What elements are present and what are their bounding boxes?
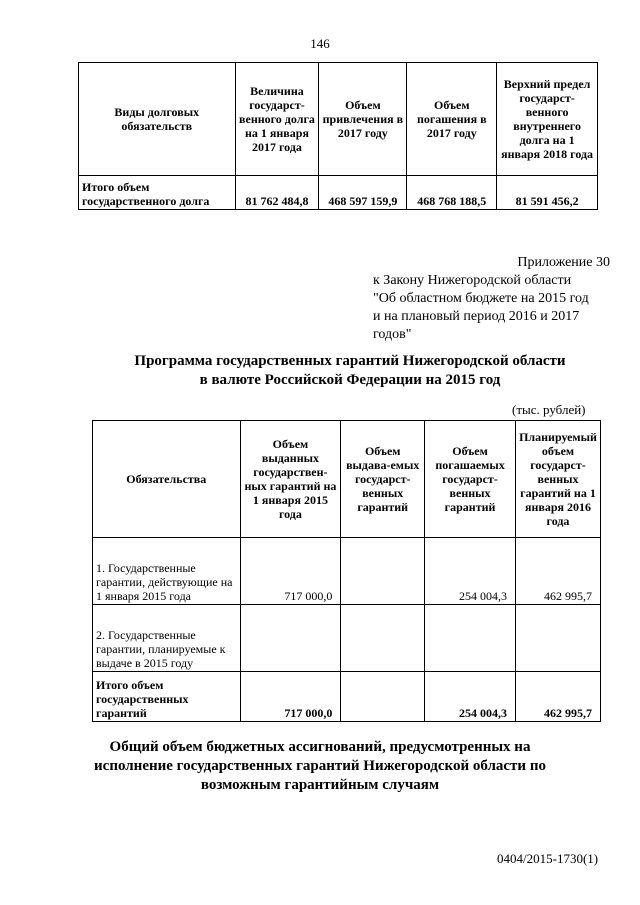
page-number: 146 [310,36,330,51]
debt-table-header-row [79,63,598,176]
guarantee-row-to-issue [341,605,425,672]
debt-total-label: Итого объем государственного долга [79,176,236,210]
debt-total-upper-limit: 81 591 456,2 [497,176,598,210]
allocations-title-line: возможным гарантийным случаям [200,777,440,793]
appendix-line: "Об областном бюджете на 2015 год [373,291,589,306]
appendix-line: к Закону Нижегородской области [373,273,572,288]
appendix-block [373,254,610,344]
debt-header-upper-limit: Верхний предел государст-венного внутреннего долга на 1 января 2018 года [497,63,598,176]
guarantee-row-to-issue [341,538,425,605]
program-title [60,352,640,390]
guarantee-row-planned: 462 995,7 [515,538,600,605]
debt-header-debt-start: Величина государст-венного долга на 1 января 2017 года [235,63,319,176]
guarantee-header-to-issue: Объем выдава-емых государст-венных гарантий [341,421,425,538]
guarantee-table-header-row [93,421,601,538]
program-title-line: Программа государственных гарантий Нижегородской области [134,353,566,369]
guarantee-total-row [93,672,601,722]
guarantee-total-issued: 717 000,0 [240,672,341,722]
debt-table [78,62,598,210]
debt-total-borrowing: 468 597 159,9 [319,176,407,210]
units-label: (тыс. рублей) [512,402,586,417]
guarantee-total-label: Итого объем государственных гарантий [93,672,241,722]
guarantee-row-repaid: 254 004,3 [425,538,516,605]
guarantee-table [92,420,601,722]
program-title-line: в валюте Российской Федерации на 2015 год [199,372,501,388]
debt-total-start: 81 762 484,8 [235,176,319,210]
guarantee-row [93,538,601,605]
guarantee-row-issued [240,605,341,672]
debt-total-repayment: 468 768 188,5 [407,176,497,210]
guarantee-row-repaid [425,605,516,672]
guarantee-total-repaid: 254 004,3 [425,672,516,722]
debt-header-type: Виды долговых обязательств [79,63,236,176]
guarantee-row-planned [515,605,600,672]
guarantee-row-label: 1. Государственные гарантии, действующие на 1 января 2015 года [93,538,241,605]
guarantee-header-planned: Планируемый объем государст-венных гарантий на 1 января 2016 года [515,421,600,538]
allocations-title-line: Общий объем бюджетных ассигнований, предусмотренных на [109,739,531,755]
appendix-line: и на плановый период 2016 и 2017 [373,309,580,324]
appendix-title: Приложение 30 [517,255,610,270]
guarantee-header-obligations: Обязательства [93,421,241,538]
debt-header-borrowing: Объем привлечения в 2017 году [319,63,407,176]
guarantee-header-issued: Объем выданных государствен-ных гарантий на 1 января 2015 года [240,421,341,538]
guarantee-header-repaid: Объем погашаемых государст-венных гарантий [425,421,516,538]
allocations-title-line: исполнение государственных гарантий Нижегородской области по [94,758,546,774]
guarantee-row [93,605,601,672]
guarantee-row-label: 2. Государственные гарантии, планируемые к выдаче в 2015 году [93,605,241,672]
guarantee-total-to-issue [341,672,425,722]
debt-header-repayment: Объем погашения в 2017 году [407,63,497,176]
appendix-line: годов" [373,327,412,342]
allocations-title [80,738,560,795]
guarantee-total-planned: 462 995,7 [515,672,600,722]
guarantee-row-issued: 717 000,0 [240,538,341,605]
document-code: 0404/2015-1730(1) [497,851,599,866]
debt-table-total-row [79,176,598,210]
